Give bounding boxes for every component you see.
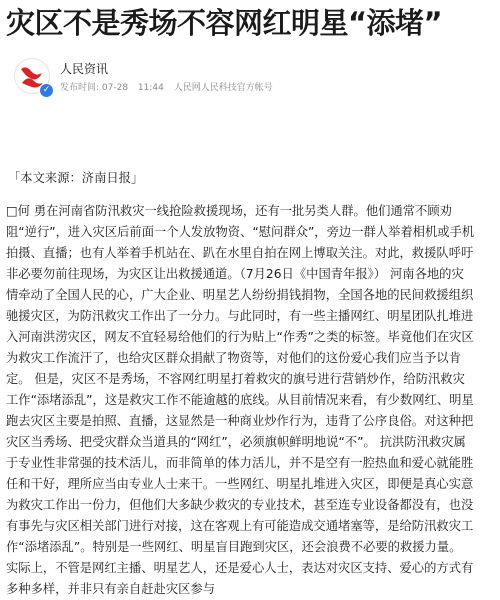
article-body: □何 勇在河南省防汛救灾一线抢险救援现场，还有一批另类人群。他们通常不顾劝阻“逆行”，进入灾区后前面一个人发放物资、“慰问群众”，旁边一群人举着相机或手机拍摄、直播；也有人举着手机站在、趴在水里自拍在网上博取关注。对此，救援队呼吁非必要勿前往现场，为灾区让出救援通道。（7月26日《中国青年报》） 河南各地的灾情牵动了全国人民的心，广大企业、明星艺人纷纷捐钱捐物，全国各地的民间救援组织驰援灾区，为防汛救灾工作出了一分力。与此同时，有一些主播网红、明星团队扎堆进入河南洪涝灾区，网友不宜轻易给他们的行为贴上“作秀”之类的标签。毕竟他们在灾区为救灾工作流汗了，也给灾区群众捐献了物资等，对他们的这份爱心我们应当予以肯定。 但是，灾区不是秀场，不容网红明星打着救灾的旗号进行营销炒作，给防汛救灾工作“添堵添乱”，这是救灾工作不能逾越的底线。从目前情况来看，有少数网红、明星跑去灾区主要是拍照、直播，这显然是一种商业炒作行为，违背了公序良俗。对这种把灾区当秀场、把受灾群众当道具的“网红”，必须旗帜鲜明地说“不”。 抗洪防汛救灾属于专业性非常强的技术活儿，而非简单的体力活儿，并不是空有一腔热血和爱心就能胜任和干好，理所应当由专业人士来干。一些网红、明星扎堆进入灾区，即便是真心实意为救灾工作出一份力，但他们大多缺少救灾的专业技术，甚至连专业设备都没有，也没有事先与灾区相关部门进行对接，这在客观上有可能造成交通堵塞等，是给防汛救灾工作“添堵添乱”。特别是一些网红、明星盲目跑到灾区，还会浪费不必要的救援力量。 实际上，不管是网红主播、明星艺人，还是爱心人士，表达对灾区支持、爱心的方式有多种多样，并非只有亲自赶赴灾区参与 [6,204,475,596]
avatar[interactable] [14,58,50,94]
publisher-account: 人民网人民科技官方帐号 [173,83,273,93]
publish-time: 11:44 [137,83,164,93]
source-attribution: 「本文来源：济南日报」 [8,171,144,185]
article-title: 灾区不是秀场不容网红明星“添堵” [6,6,443,40]
publish-meta [60,80,280,93]
article-content [6,168,476,600]
author-block [14,58,484,98]
source-name[interactable]: 人民资讯 [60,62,109,76]
verified-badge-icon: ✓ [39,83,54,98]
publish-date: 发布时间: 07-28 [60,83,129,93]
